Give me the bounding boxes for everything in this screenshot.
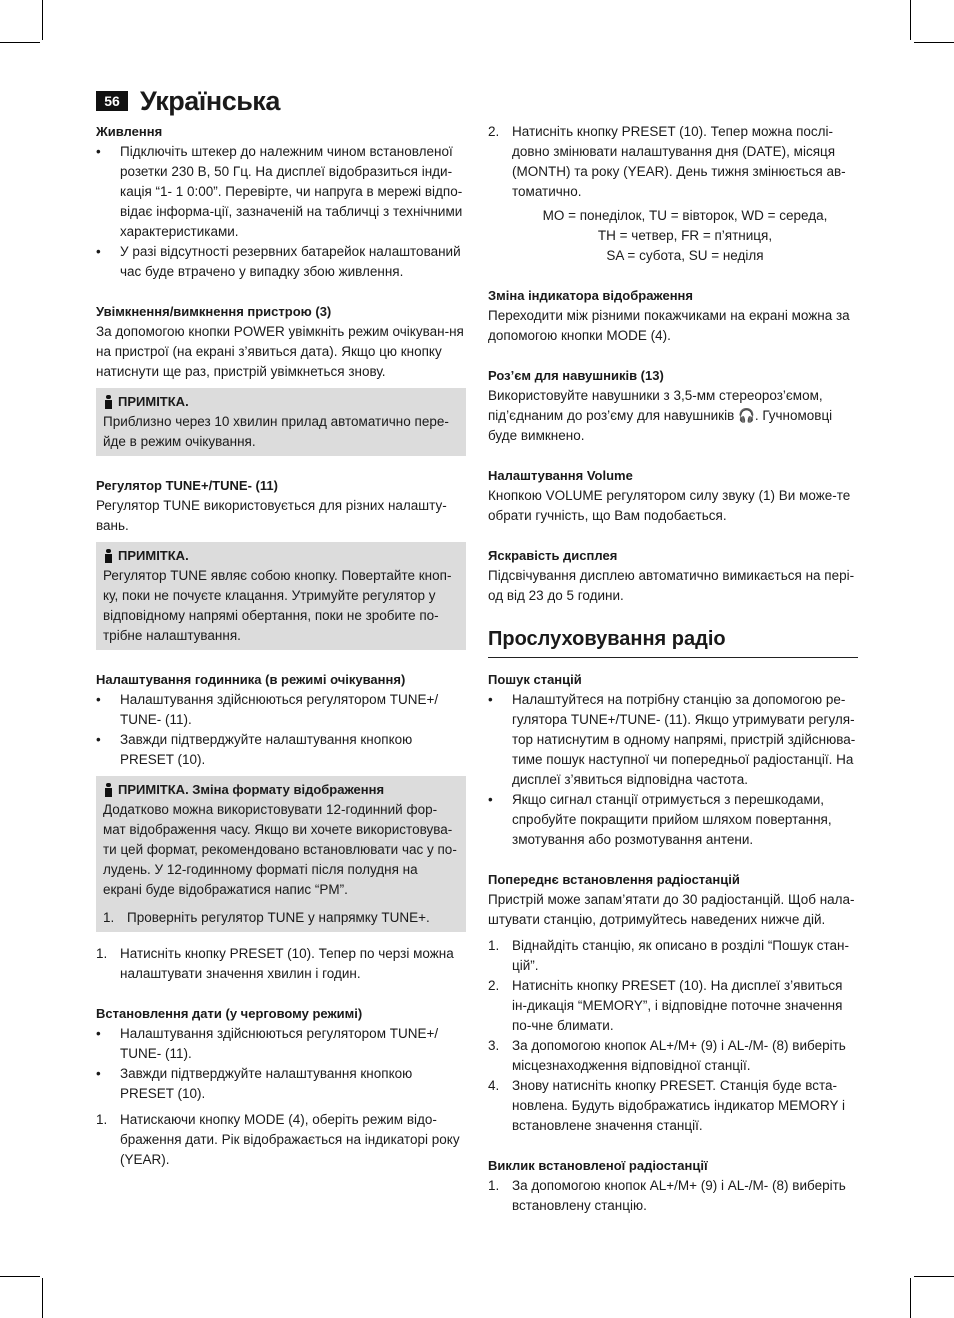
search-list xyxy=(488,690,858,850)
note-text: Додатково можна використовувати 12-годинний фор-мат відображення часу. Якщо ви хочете використовува-ти цей формат, рекомендовано встановлювати час у по-лудень. У 12-годинному форматі після полудня на екрані буде відображатися напис “PM”. xyxy=(103,802,457,897)
crop-mark xyxy=(910,0,911,40)
note-title-text: ПРИМІТКА. xyxy=(118,394,189,409)
indicator-text: Переходити між різними покажчиками на екрані можна за допомогою кнопки MODE (4). xyxy=(488,308,850,343)
heading-power: Живлення xyxy=(96,124,163,139)
list-item: 4. Знову натисніть кнопку PRESET. Станція буде вста-новлена. Будуть відображатись індикатор MEMORY і встановлене значення станції. xyxy=(488,1078,846,1133)
weekday-line: SA = субота, SU = неділя xyxy=(606,248,764,263)
note-title xyxy=(103,392,459,412)
note-box xyxy=(96,776,466,932)
heading-indicator: Зміна індикатора відображення xyxy=(488,288,693,303)
list-item: • У разі відсутності резервних батарейок налаштований час буде втрачено у випадку збою живлення. xyxy=(96,242,466,282)
list-item: 3. За допомогою кнопок AL+/M+ (9) і AL-/M- (8) виберіть місцезнаходження відповідної станції. xyxy=(488,1038,846,1073)
note-text: Приблизно через 10 хвилин прилад автоматично пере-йде в режим очікування. xyxy=(103,414,449,449)
crop-mark xyxy=(0,1276,40,1277)
note-title xyxy=(103,546,459,566)
heading-recall: Виклик встановленої радіостанції xyxy=(488,1158,708,1173)
date-steps xyxy=(96,1110,466,1170)
heading-onoff: Увімкнення/вимкнення пристрою (3) xyxy=(96,304,332,319)
list-item: • Налаштування здійснюються регулятором TUNE+/ TUNE- (11). xyxy=(96,690,466,730)
recall-steps xyxy=(488,1176,858,1216)
crop-mark xyxy=(42,0,43,40)
note-title-text: ПРИМІТКА. Зміна формату відображення xyxy=(118,782,385,797)
list-item: 2. Натисніть кнопку PRESET (10). На дисплеї з’явиться ін-дикація “MEMORY”, і відповідне поточне значення по-чне блимати. xyxy=(488,978,843,1033)
list-item: • Налаштуйтеся на потрібну станцію за допомогою ре-гулятора TUNE+/TUNE- (11). Якщо утримувати регуля-тор натиснутим в одному напрямі, пристрій здійснюва-тиме пошук наступної чи попередньої радіостанції. На дисплеї з’явиться відповідна частота. xyxy=(488,690,858,790)
list-item: 2. Натисніть кнопку PRESET (10). Тепер можна послі-довно змінювати налаштування дня (DATE), місяця (MONTH) та року (YEAR). День тижня змінюється ав-томатично. xyxy=(488,124,846,199)
crop-mark xyxy=(914,1276,954,1277)
heading-volume: Налаштування Volume xyxy=(488,468,633,483)
note-steps xyxy=(103,908,459,928)
heading-date: Встановлення дати (у черговому режимі) xyxy=(96,1006,363,1021)
note-text: Регулятор TUNE являє собою кнопку. Повертайте кноп-ку, поки не почуєте клацання. Утримуйте регулятор у відповідному напрямі обертання, поки не зробите по-трібне налаштування. xyxy=(103,568,452,643)
list-item: • Налаштування здійснюються регулятором TUNE+/ TUNE- (11). xyxy=(96,1024,466,1064)
info-icon xyxy=(103,783,115,797)
list-item: 1. За допомогою кнопок AL+/M+ (9) і AL-/M- (8) виберіть встановлену станцію. xyxy=(488,1178,846,1213)
preset-steps xyxy=(488,936,858,1136)
heading-headphones: Роз’єм для навушників (13) xyxy=(488,368,664,383)
crop-mark xyxy=(42,1278,43,1318)
brightness-text: Підсвічування дисплею автоматично вимикається на пері-од від 23 до 5 години. xyxy=(488,568,855,603)
info-icon xyxy=(103,395,115,409)
heading-tune: Регулятор TUNE+/TUNE- (11) xyxy=(96,478,278,493)
headphones-text: Використовуйте навушники з 3,5-мм стереороз’ємом, під’єднаним до роз’єму для навушників 🎧. Гучномовці буде вимкнено. xyxy=(488,388,833,443)
list-item: 1. Натискаючи кнопку MODE (4), оберіть режим відо-браження дати. Рік відображається на індикаторі року (YEAR). xyxy=(96,1112,460,1167)
weekday-line: MO = понеділок, TU = вівторок, WD = середа, xyxy=(542,208,828,223)
heading-preset: Попереднє встановлення радіостанцій xyxy=(488,872,740,887)
note-box xyxy=(96,542,466,650)
info-icon xyxy=(103,549,115,563)
note-box xyxy=(96,388,466,456)
crop-mark xyxy=(910,1278,911,1318)
list-item: • Підключіть штекер до належним чином встановленої розетки 230 В, 50 Гц. На дисплеї відобразиться інди-кація “1- 1 0:00”. Перевірте, чи напруга в мережі відпо-відає інформа-ції, зазначеній на табличці з технічними характеристиками. xyxy=(96,142,466,242)
date-list xyxy=(96,1024,466,1104)
heading-brightness: Яскравість дисплея xyxy=(488,548,618,563)
list-item: • Якщо сигнал станції отримується з перешкодами, спробуйте покращити прийом шляхом повертання, змотування або розмотування антени. xyxy=(488,790,858,850)
tune-text: Регулятор TUNE використовується для різних налашту-вань. xyxy=(96,498,447,533)
weekday-line: TH = четвер, FR = п’ятниця, xyxy=(597,228,773,243)
crop-mark xyxy=(914,42,954,43)
note-title-text: ПРИМІТКА. xyxy=(118,548,189,563)
preset-text: Пристрій може запам’ятати до 30 радіостанцій. Щоб нала-штувати станцію, дотримуйтесь наведених нижче дій. xyxy=(488,892,855,927)
page-header xyxy=(96,84,280,118)
list-item: 1. Віднайдіть станцію, як описано в розділі “Пошук стан-цій”. xyxy=(488,938,849,973)
page-number: 56 xyxy=(96,91,128,111)
list-item: 1. Натисніть кнопку PRESET (10). Тепер по черзі можна налаштувати значення хвилин і годин. xyxy=(96,946,454,981)
left-column xyxy=(96,122,466,1170)
weekday-legend xyxy=(488,206,858,266)
date-steps-continued xyxy=(488,122,858,202)
list-item: • Завжди підтверджуйте налаштування кнопкою PRESET (10). xyxy=(96,730,466,770)
right-column xyxy=(488,122,858,1216)
page-title: Українська xyxy=(140,86,280,116)
power-list xyxy=(96,142,466,282)
onoff-text: За допомогою кнопки POWER увімкніть режим очікуван-ня на пристрої (на екрані з’явиться дата). Якщо цю кнопку натиснути ще раз, пристрій увімкнеться знову. xyxy=(96,324,464,379)
heading-search: Пошук станцій xyxy=(488,672,582,687)
section-title: Прослуховування радіо xyxy=(488,626,858,658)
heading-clock: Налаштування годинника (в режимі очікування) xyxy=(96,672,406,687)
list-item: • Завжди підтверджуйте налаштування кнопкою PRESET (10). xyxy=(96,1064,466,1104)
note-title xyxy=(103,780,459,800)
clock-list xyxy=(96,690,466,770)
clock-steps xyxy=(96,944,466,984)
volume-text: Кнопкою VOLUME регулятором силу звуку (1) Ви може-те обрати гучність, що Вам подобається. xyxy=(488,488,851,523)
list-item: 1. Проверніть регулятор TUNE у напрямку TUNE+. xyxy=(103,910,430,925)
crop-mark xyxy=(0,42,40,43)
